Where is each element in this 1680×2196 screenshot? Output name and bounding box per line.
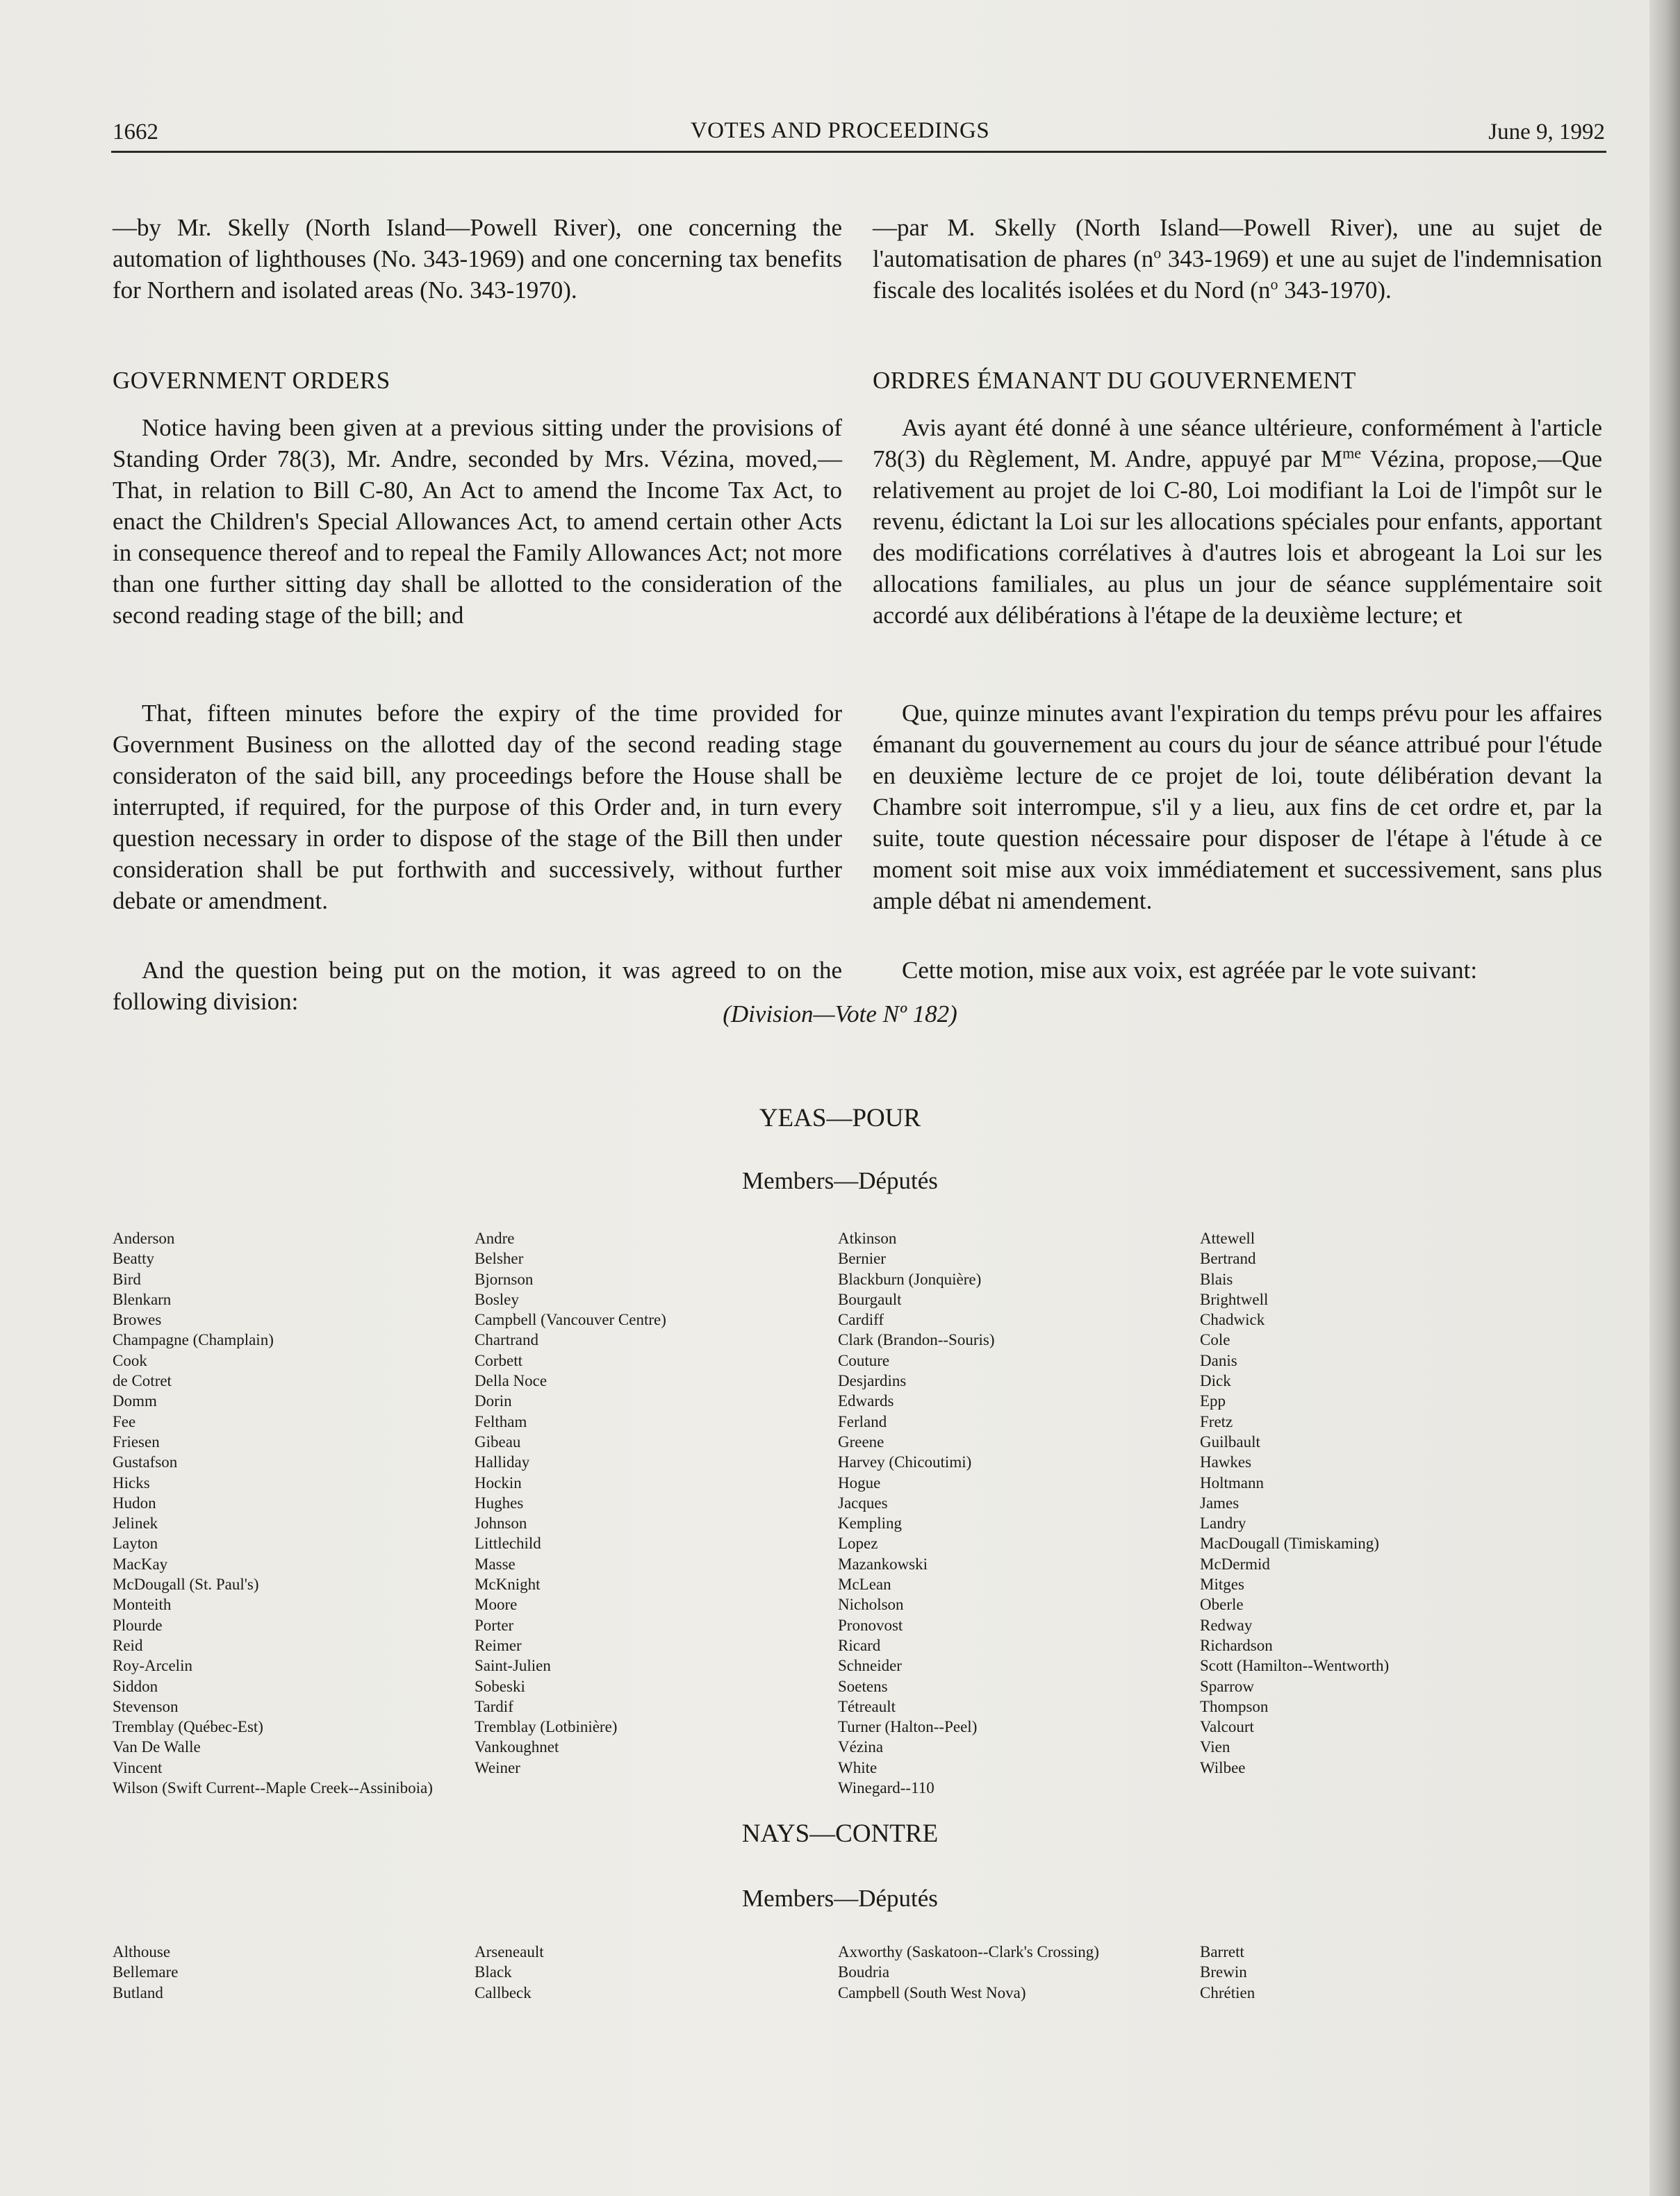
member-name: Harvey (Chicoutimi) <box>838 1453 972 1471</box>
member-name: MacKay <box>113 1555 168 1573</box>
member-name: Chartrand <box>475 1331 538 1349</box>
member-name: Moore <box>475 1596 518 1614</box>
member-name: Althouse <box>113 1943 171 1960</box>
member-name: Kempling <box>838 1514 902 1533</box>
member-name: Masse <box>475 1555 516 1573</box>
nays-heading: NAYS—CONTRE <box>741 1819 939 1848</box>
member-name: Chrétien <box>1200 1983 1255 2001</box>
member-name: Anderson <box>113 1230 175 1247</box>
member-name: Tremblay (Lotbinière) <box>475 1718 618 1736</box>
member-name: Campbell (Vancouver Centre) <box>475 1311 666 1329</box>
member-name: Butland <box>113 1983 163 2001</box>
member-name: Dorin <box>475 1392 512 1410</box>
member-name: Weiner <box>475 1758 520 1776</box>
member-name: Reid <box>113 1636 143 1654</box>
member-name: Atkinson <box>838 1230 897 1247</box>
member-name: Fee <box>113 1412 136 1430</box>
nays-column <box>838 1942 1099 2003</box>
member-name: Friesen <box>113 1433 160 1451</box>
member-name: Valcourt <box>1200 1718 1254 1736</box>
french-interruption-paragraph: Que, quinze minutes avant l'expiration du temps prévu pour les affaires émanant du gouvernement au cours du jour de séance attribué pour l'étude en deuxième lecture de ce projet de loi, toute délibération devant la Chambre soit interrompue, s'il y a lieu, aux fins de cet ordre et, par la suite, toute question nécessaire pour disposer de l'étape à l'étude à ce moment soit mise aux voix immédiatement et successivement, sans plus ample débat ni amendement. <box>873 700 1602 914</box>
member-name: Hawkes <box>1200 1453 1252 1471</box>
member-name: Brightwell <box>1200 1290 1269 1308</box>
member-name: Belsher <box>475 1250 524 1268</box>
yeas-column <box>475 1228 666 1778</box>
member-name: Domm <box>113 1392 157 1410</box>
member-name: Blenkarn <box>113 1290 172 1308</box>
member-name: MacDougall (Timiskaming) <box>1200 1535 1379 1553</box>
english-petition-intro: —by Mr. Skelly (North Island—Powell River), one concerning the automation of lighthouses (No. 343-1969) and one concerning tax benefits for Northern and isolated areas (No. 343-1970). <box>113 214 842 304</box>
member-name: Bird <box>113 1270 141 1288</box>
nays-column <box>1200 1942 1255 2003</box>
member-name: Black <box>475 1963 512 1981</box>
english-motion-paragraph: Notice having been given at a previous sitting under the provisions of Standing Order 78(3), Mr. Andre, seconded by Mrs. Vézina, moved,—That, in relation to Bill C-80, An Act to amend the Income Tax Act, to enact the Children's Special Allowances Act, to amend certain other Acts in consequence thereof and to repeal the Family Allowances Act; not more than one further sitting day shall be allotted to the consideration of the second reading stage of the bill; and <box>113 414 842 629</box>
member-name: Tardif <box>475 1697 513 1715</box>
member-name: Axworthy (Saskatoon--Clark's Crossing) <box>838 1943 1099 1960</box>
member-name: Hughes <box>475 1494 524 1512</box>
running-title: VOTES AND PROCEEDINGS <box>690 118 990 143</box>
french-motion-block <box>873 412 1602 631</box>
member-name: Callbeck <box>475 1983 532 2001</box>
member-name: Arseneault <box>475 1943 544 1960</box>
french-question-block <box>873 955 1602 986</box>
member-name: Monteith <box>113 1596 172 1614</box>
member-name: Bourgault <box>838 1290 902 1308</box>
member-name: Saint-Julien <box>475 1657 551 1675</box>
member-name: Stevenson <box>113 1697 179 1715</box>
member-name: Chadwick <box>1200 1311 1265 1329</box>
member-name: Van De Walle <box>113 1738 201 1756</box>
yeas-column <box>113 1228 433 1798</box>
member-name: Clark (Brandon--Souris) <box>838 1331 995 1349</box>
english-division-paragraph: And the question being put on the motion, it was agreed to on the following division: <box>113 957 842 1015</box>
yeas-members-heading: Members—Députés <box>742 1167 938 1194</box>
member-name: Corbett <box>475 1351 522 1369</box>
member-name: Epp <box>1200 1392 1226 1410</box>
english-section-heading: GOVERNMENT ORDERS <box>113 367 390 394</box>
member-name: Jacques <box>838 1494 888 1512</box>
member-name: Barrett <box>1200 1943 1244 1960</box>
member-name: Gibeau <box>475 1433 521 1451</box>
member-name: Pronovost <box>838 1616 903 1634</box>
member-name: Scott (Hamilton--Wentworth) <box>1200 1657 1390 1675</box>
member-name: McLean <box>838 1576 891 1594</box>
member-name: Winegard--110 <box>838 1779 934 1797</box>
french-section-heading: ORDRES ÉMANANT DU GOUVERNEMENT <box>873 367 1356 394</box>
member-name: Ricard <box>838 1636 881 1654</box>
member-name: McDermid <box>1200 1555 1270 1573</box>
member-name: Hudon <box>113 1494 156 1512</box>
member-name: Dick <box>1200 1372 1231 1390</box>
member-name: Layton <box>113 1535 158 1553</box>
member-name: Richardson <box>1200 1636 1273 1654</box>
member-name: Siddon <box>113 1677 158 1695</box>
member-name: Nicholson <box>838 1596 904 1614</box>
member-name: Roy-Arcelin <box>113 1657 192 1675</box>
member-name: Halliday <box>475 1453 530 1471</box>
member-name: Campbell (South West Nova) <box>838 1983 1026 2001</box>
division-title: (Division—Vote Nº 182) <box>723 1000 957 1027</box>
header-rule <box>111 151 1606 153</box>
french-orders-block <box>873 365 1602 396</box>
member-name: Brewin <box>1200 1963 1247 1981</box>
member-name: Vankoughnet <box>475 1738 559 1756</box>
member-name: Redway <box>1200 1616 1253 1634</box>
member-name: Couture <box>838 1351 890 1369</box>
member-name: Vézina <box>838 1738 884 1756</box>
french-intro-block <box>873 212 1602 306</box>
member-name: Bernier <box>838 1250 886 1268</box>
member-name: Tétreault <box>838 1697 896 1715</box>
member-name: Bertrand <box>1200 1250 1256 1268</box>
member-name: Wilbee <box>1200 1758 1246 1776</box>
member-name: McKnight <box>475 1576 541 1594</box>
french-motion-paragraph: Avis ayant été donné à une séance ultérieure, conformément à l'article 78(3) du Règlement, M. Andre, appuyé par $M^{me}$ Vézina, propose,—Que relativement au projet de loi C-80, Loi modifiant la Loi de l'impôt sur le revenu, édictant la Loi sur les allocations spéciales pour enfants, apportant des modifications corrélatives à d'autres lois et abrogeant la Loi sur les allocations familiales, au plus un jour de séance supplémentaire soit accordé aux délibérations à l'étape de la deuxième lecture; et <box>873 414 1602 629</box>
member-name: Turner (Halton--Peel) <box>838 1718 978 1736</box>
page-number: 1662 <box>113 119 158 145</box>
member-name: Danis <box>1200 1351 1237 1369</box>
member-name: Browes <box>113 1311 162 1329</box>
member-name: Beatty <box>113 1250 155 1268</box>
member-name: Jelinek <box>113 1514 158 1533</box>
member-name: Vincent <box>113 1758 163 1776</box>
yeas-column <box>838 1228 995 1798</box>
member-name: Edwards <box>838 1392 894 1410</box>
member-name: Ferland <box>838 1412 887 1430</box>
english-intro-block <box>113 212 842 306</box>
nays-column <box>475 1942 544 2003</box>
member-name: James <box>1200 1494 1240 1512</box>
member-name: Sobeski <box>475 1677 525 1695</box>
member-name: Tremblay (Québec-Est) <box>113 1718 263 1736</box>
member-name: Landry <box>1200 1514 1246 1533</box>
member-name: Reimer <box>475 1636 522 1654</box>
publication-date: June 9, 1992 <box>1488 119 1605 145</box>
member-name: Attewell <box>1200 1230 1255 1247</box>
member-name: Cardiff <box>838 1311 884 1329</box>
english-motion-block <box>113 412 842 631</box>
member-name: Wilson (Swift Current--Maple Creek--Assiniboia) <box>113 1779 433 1797</box>
nays-members-heading: Members—Députés <box>742 1885 938 1912</box>
member-name: Feltham <box>475 1412 527 1430</box>
french-second-block <box>873 697 1602 916</box>
english-interruption-paragraph: That, fifteen minutes before the expiry of the time provided for Government Business on the allotted day of the second reading stage consideraton of the said bill, any proceedings before the House shall be interrupted, if required, for the purpose of this Order and, in turn every question necessary in order to dispose of the stage of the Bill then under consideration shall be put forthwith and successively, without further debate or amendment. <box>113 700 842 914</box>
member-name: Greene <box>838 1433 884 1451</box>
member-name: Blais <box>1200 1270 1233 1288</box>
member-name: Boudria <box>838 1963 890 1981</box>
member-name: Hogue <box>838 1473 881 1492</box>
french-petition-intro: —par M. Skelly (North Island—Powell River), une au sujet de l'automatisation de phares ($n^o$ 343-1969) et une au sujet de l'indemnisation fiscale des localités isolées et du Nord ($n^o$ 343-1970). <box>873 214 1603 304</box>
member-name: Hockin <box>475 1473 522 1492</box>
member-name: Oberle <box>1200 1596 1244 1614</box>
member-name: Littlechild <box>475 1535 541 1553</box>
member-name: Plourde <box>113 1616 163 1634</box>
member-name: Hicks <box>113 1473 150 1492</box>
member-name: Mitges <box>1200 1576 1244 1594</box>
member-name: Bosley <box>475 1290 519 1308</box>
member-name: Guilbault <box>1200 1433 1260 1451</box>
member-name: Desjardins <box>838 1372 907 1390</box>
member-name: Cole <box>1200 1331 1230 1349</box>
member-name: Blackburn (Jonquière) <box>838 1270 982 1288</box>
member-name: Soetens <box>838 1677 888 1695</box>
member-name: Lopez <box>838 1535 878 1553</box>
member-name: de Cotret <box>113 1372 172 1390</box>
yeas-column <box>1200 1228 1389 1778</box>
member-name: Bellemare <box>113 1963 179 1981</box>
member-name: Sparrow <box>1200 1677 1254 1695</box>
member-name: Bjornson <box>475 1270 534 1288</box>
member-name: McDougall (St. Paul's) <box>113 1576 259 1594</box>
french-division-paragraph: Cette motion, mise aux voix, est agréée par le vote suivant: <box>902 957 1478 984</box>
member-name: Gustafson <box>113 1453 178 1471</box>
member-name: White <box>838 1758 878 1776</box>
member-name: Andre <box>475 1230 515 1247</box>
member-name: Champagne (Champlain) <box>113 1331 274 1349</box>
member-name: Della Noce <box>475 1372 547 1390</box>
member-name: Fretz <box>1200 1412 1233 1430</box>
nays-column <box>113 1942 179 2003</box>
member-name: Vien <box>1200 1738 1230 1756</box>
page-edge-shadow <box>1649 0 1680 2196</box>
member-name: Porter <box>475 1616 514 1634</box>
member-name: Cook <box>113 1351 147 1369</box>
member-name: Holtmann <box>1200 1473 1264 1492</box>
english-second-block <box>113 697 842 916</box>
member-name: Thompson <box>1200 1697 1269 1715</box>
member-name: Schneider <box>838 1657 902 1675</box>
english-orders-block <box>113 365 842 396</box>
member-name: Johnson <box>475 1514 527 1533</box>
yeas-heading: YEAS—POUR <box>759 1104 921 1132</box>
member-name: Mazankowski <box>838 1555 928 1573</box>
